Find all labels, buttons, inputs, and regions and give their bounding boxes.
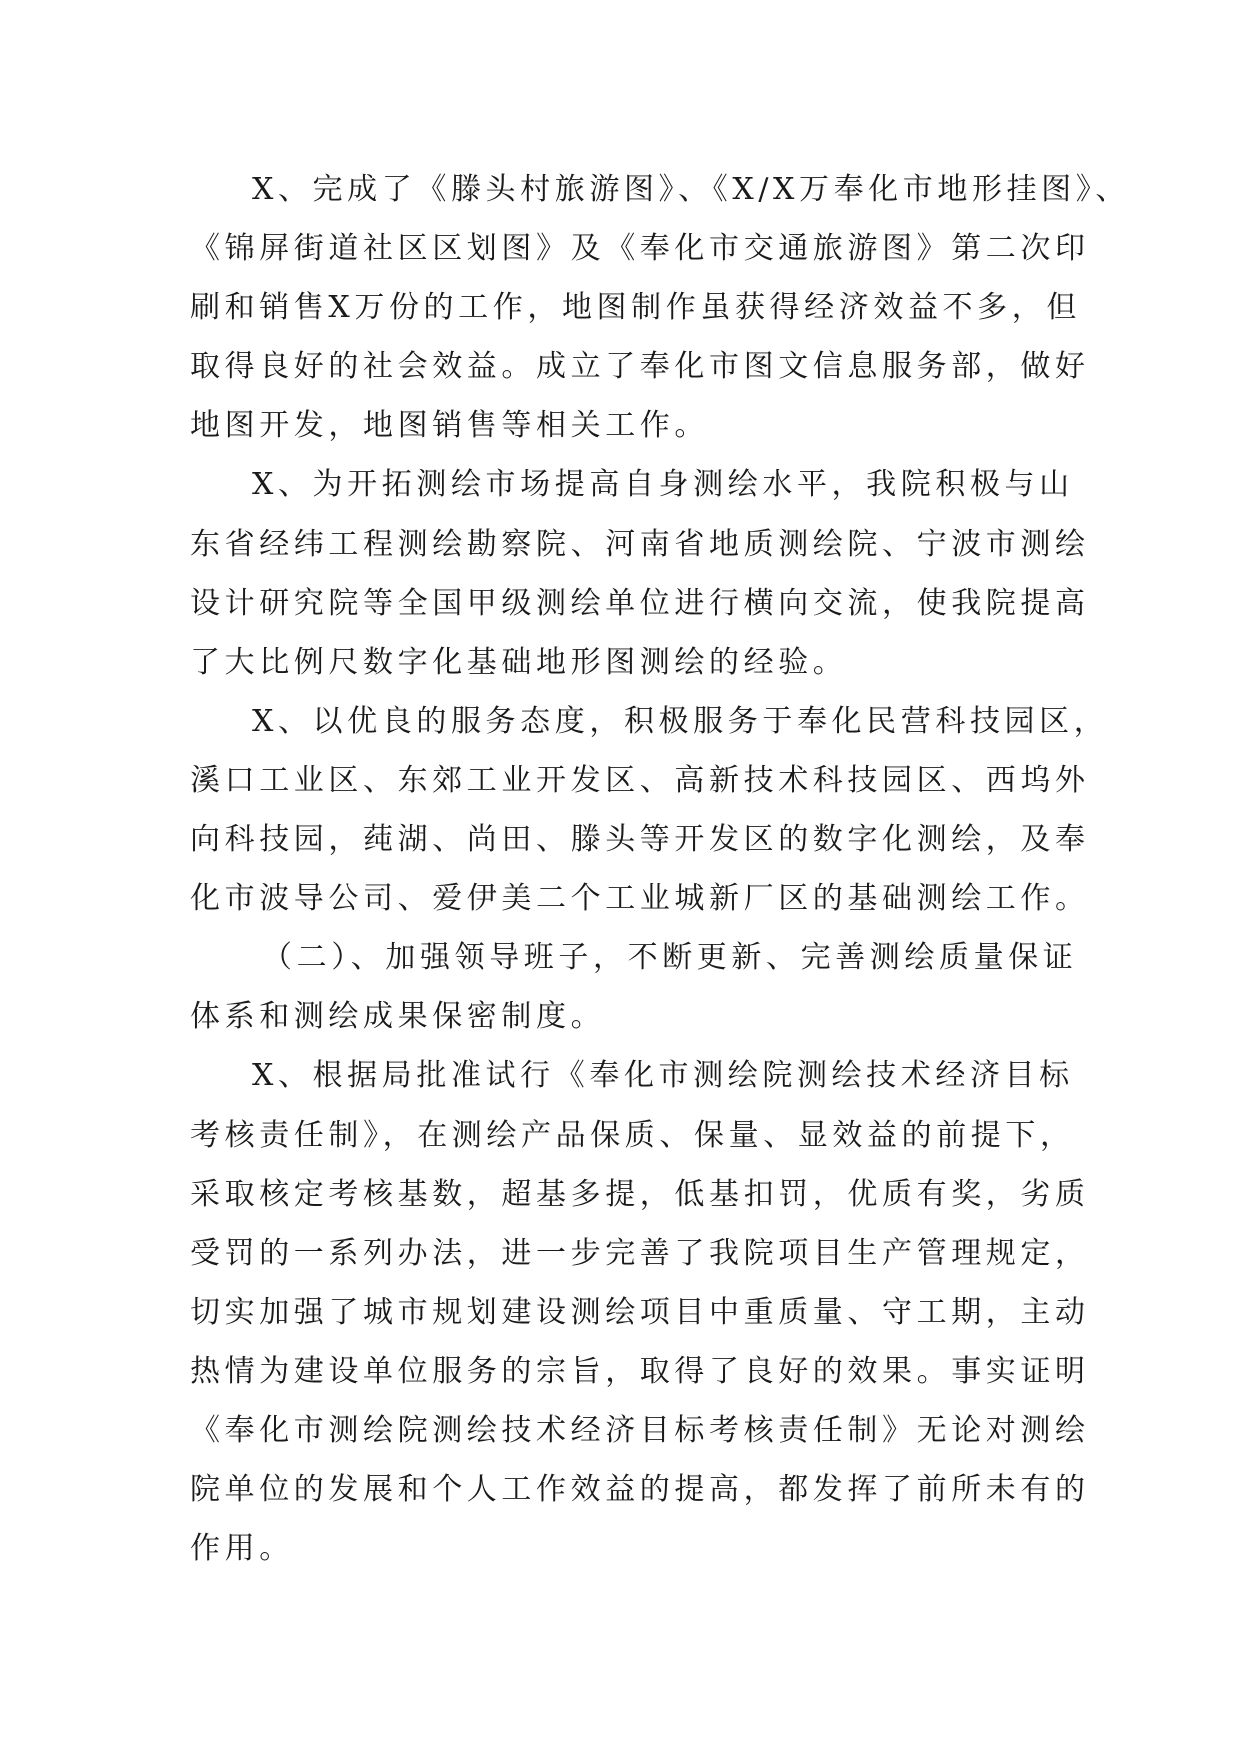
paragraph-line: 设计研究院等全国甲级测绘单位进行横向交流，使我院提高 [190, 585, 1090, 621]
paragraph-line: 作用。 [190, 1531, 294, 1567]
paragraph-line: X、根据局批准试行《奉化市测绘院测绘技术经济目标 [252, 1058, 1074, 1094]
paragraph-line: 地图开发，地图销售等相关工作。 [190, 408, 709, 444]
paragraph-line: X、完成了《滕头村旅游图》、《X/X万奉化市地形挂图》、 [252, 172, 1130, 207]
section-heading-line: 体系和测绘成果保密制度。 [190, 999, 606, 1035]
paragraph-line: 采取核定考核基数，超基多提，低基扣罚，优质有奖，劣质 [190, 1176, 1090, 1212]
paragraph-line: X、以优良的服务态度，积极服务于奉化民营科技园区， [252, 703, 1109, 739]
paragraph-line: 《奉化市测绘院测绘技术经济目标考核责任制》无论对测绘 [190, 1412, 1090, 1448]
paragraph-line: 切实加强了城市规划建设测绘项目中重质量、守工期，主动 [190, 1294, 1090, 1330]
section-heading-line: （二）、加强领导班子，不断更新、完善测绘质量保证 [262, 940, 1078, 976]
paragraph-line: 向科技园，莼湖、尚田、滕头等开发区的数字化测绘，及奉 [190, 822, 1090, 858]
paragraph-line: X、为开拓测绘市场提高自身测绘水平，我院积极与山 [252, 467, 1074, 503]
paragraph-line: 溪口工业区、东郊工业开发区、高新技术科技园区、西坞外 [190, 762, 1090, 798]
paragraph-line: 考核责任制》，在测绘产品保质、保量、显效益的前提下， [190, 1117, 1075, 1153]
paragraph-line: 刷和销售X万份的工作，地图制作虽获得经济效益不多，但 [190, 290, 1081, 326]
paragraph-line: 了大比例尺数字化基础地形图测绘的经验。 [190, 644, 848, 680]
paragraph-line: 东省经纬工程测绘勘察院、河南省地质测绘院、宁波市测绘 [190, 526, 1090, 562]
paragraph-line: 《锦屏街道社区区划图》及《奉化市交通旅游图》第二次印 [190, 231, 1090, 267]
paragraph-line: 受罚的一系列办法，进一步完善了我院项目生产管理规定， [190, 1235, 1090, 1271]
paragraph-line: 热情为建设单位服务的宗旨，取得了良好的效果。事实证明 [190, 1353, 1090, 1389]
document-body [190, 160, 1130, 1578]
paragraph-line: 取得良好的社会效益。成立了奉化市图文信息服务部，做好 [190, 349, 1090, 385]
paragraph-line: 化市波导公司、爱伊美二个工业城新厂区的基础测绘工作。 [190, 881, 1090, 917]
paragraph-line: 院单位的发展和个人工作效益的提高，都发挥了前所未有的 [190, 1472, 1090, 1508]
